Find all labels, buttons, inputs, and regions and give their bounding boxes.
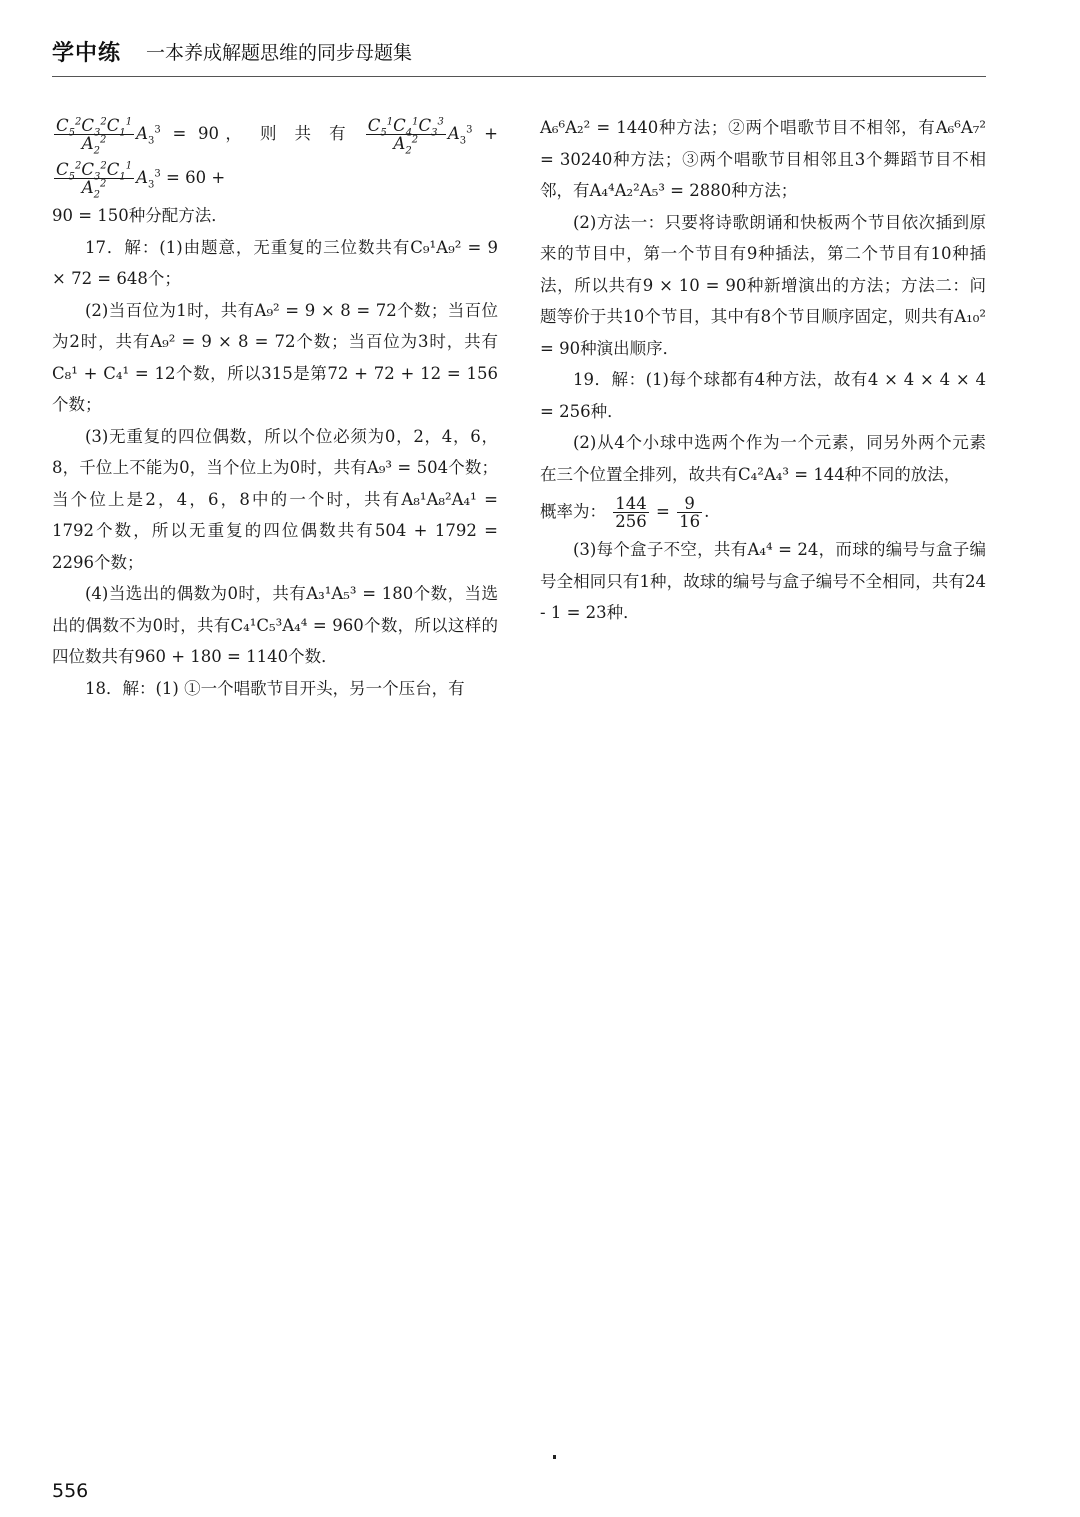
intro-tail: 90 = 150种分配方法． xyxy=(52,206,228,225)
fraction: $\frac{C_5^1C_4^1C_3^3}{A_2^2}$ xyxy=(367,116,444,157)
q18-part2: (2)方法一：只要将诗歌朗诵和快板两个节目依次插到原来的节目中，第一个节目有9种插法，第二个节目有10种插法，所以共有9 × 10 = 90种新增演出的方法；方法二：问题等价于共10个节目，其中有8个节目顺序固定，则共有A₁₀² = 90种演出顺序． xyxy=(540,212,986,358)
stray-mark xyxy=(553,1455,556,1459)
fraction-denominator: 16 xyxy=(679,512,701,531)
q17-part2: (2)当百位为1时，共有A₉² = 9 × 8 = 72个数；当百位为2时，共有A₉² = 9 × 8 = 72个数；当百位为3时，共有C₈¹ + C₄¹ = 12个数，所以315是第72 + 72 + 12 = 156个数； xyxy=(52,300,498,414)
header-subtitle: 一本养成解题思维的同步母题集 xyxy=(146,42,413,64)
q18-continued: A₆⁶A₂² = 1440种方法；②两个唱歌节目不相邻，有A₆⁶A₇² = 30240种方法；③两个唱歌节目相邻且3个舞蹈节目不相邻，有A₄⁴A₂²A₅³ = 2880种方法； xyxy=(540,118,986,200)
left-column xyxy=(52,112,498,704)
fraction-denominator: 256 xyxy=(615,512,647,531)
fraction-numerator: 9 xyxy=(677,495,702,513)
fraction-numerator: 144 xyxy=(615,494,647,513)
brand-logo: 学中练 xyxy=(52,41,122,66)
formula-intro: $\frac{C_5^2C_3^2C_1^1}{A_2^2}$ $A_3^3 = 90$， 则 共 有 $\frac{C_5^1C_4^1C_3^3}{A_2^2}$ $A_3^3$ + $\frac{C_5^2C_3^2C_1^1}{A_2^2}$ $A_3^3 = 60$ + xyxy=(56,116,498,201)
q17-p1: (1)由题意，无重复的三位数共有C₉¹A₉² = 9 × 72 = 648个； xyxy=(52,237,498,288)
fraction: $\frac{C_5^2C_3^2C_1^1}{A_2^2}$ xyxy=(56,116,133,157)
q19-probability: 概率为： $\frac{144}{256}$ = $\frac{9}{16}$ . xyxy=(540,494,710,531)
q19-part3: (3)每个盒子不空，共有A₄⁴ = 24，而球的编号与盒子编号全相同只有1种，故球的编号与盒子编号不全相同，共有24 - 1 = 23种． xyxy=(540,540,986,622)
probability-label: 概率为： xyxy=(540,502,606,521)
q18-start: 18．解：(1) ①一个唱歌节目开头，另一个压台，有 xyxy=(85,678,465,698)
q19-part2: (2)从4个小球中选两个作为一个元素，同另外两个元素在三个位置全排列，故共有C₄²A₄³ = 144种不同的放法， xyxy=(540,433,986,484)
fraction: $\frac{C_5^2C_3^2C_1^1}{A_2^2}$ xyxy=(56,160,133,201)
page-header xyxy=(52,36,986,77)
fraction xyxy=(677,495,702,530)
q17-part3: (3)无重复的四位偶数，所以个位必须为0，2，4，6，8，千位上不能为0，当个位上为0时，共有A₉³ = 504个数；当个位上是2，4，6，8中的一个时，共有A₈¹A₈²A₄¹ = 1792个数，所以无重复的四位偶数共有504 + 1792 = 2296个数； xyxy=(52,426,498,572)
q19-part1: 19．解：(1)每个球都有4种方法，故有4 × 4 × 4 × 4 = 256种． xyxy=(540,370,986,421)
q17-title: 17．解： xyxy=(85,237,160,257)
q17-part4: (4)当选出的偶数为0时，共有A₃¹A₅³ = 180个数，当选出的偶数不为0时，共有C₄¹C₅³A₄⁴ = 960个数，所以这样的四位数共有960 + 180 = 1140个数． xyxy=(52,584,498,666)
page-number: 556 xyxy=(52,1480,89,1502)
right-column xyxy=(540,112,986,629)
q17-part1 xyxy=(52,232,498,295)
fraction xyxy=(613,495,649,530)
